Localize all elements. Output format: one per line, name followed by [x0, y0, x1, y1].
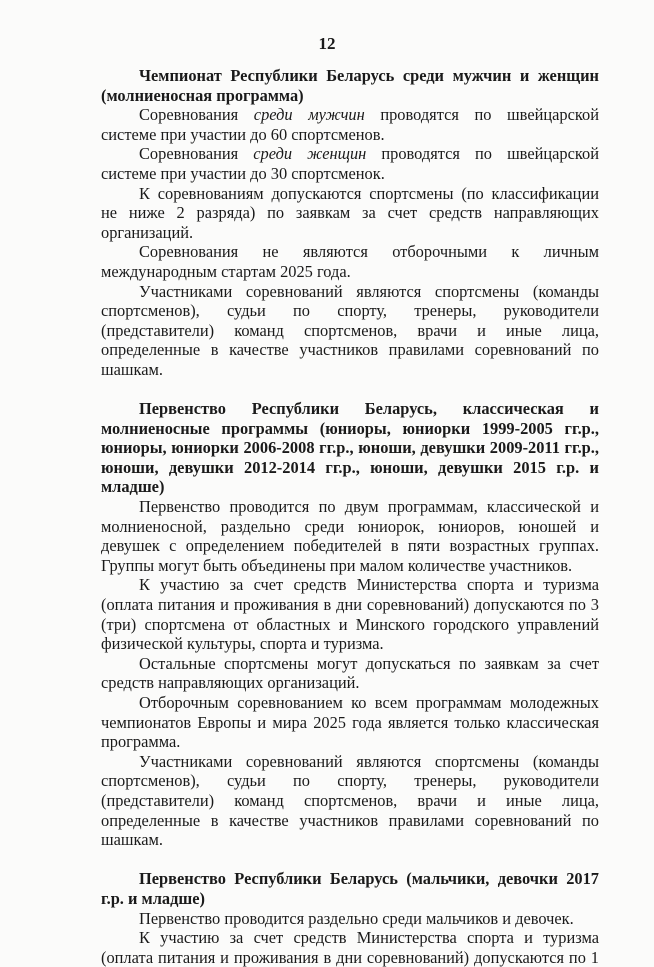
section3-paragraph-1: Первенство проводится раздельно среди мальчиков и девочек. — [139, 908, 574, 928]
section3-heading: Первенство Республики Беларусь (мальчики, девочки 2017 г.р. и младше) — [101, 869, 599, 908]
document-body — [101, 66, 599, 967]
section1-heading — [101, 66, 599, 105]
section1-paragraph-5: Участниками соревнований являются спортсмены (команды спортсменов), судьи по спорту, тренеры, руководители (представители) команд спортсменов, врачи и иные лица, определенные в качестве участников правилами соревнований по шашкам. — [101, 281, 599, 379]
section2-paragraph-1: Первенство проводится по двум программам, классической и молниеносной, раздельно среди юниорок, юниоров, юношей и девушек с определением победителей в пяти возрастных группах. Группы могут быть объединены при малом количестве участников. — [101, 497, 599, 575]
section3-paragraph-2 — [101, 928, 599, 967]
section2-paragraph-2: К участию за счет средств Министерства спорта и туризма (оплата питания и проживания в дни соревнований) допускаются по 3 (три) спортсмена от областных и Минского городского управлений физической культуры, спорта и туризма. — [101, 575, 599, 654]
section2-paragraph-4: Отборочным соревнованием ко всем программам молодежных чемпионатов Европы и мира 2025 года является только классическая программа. — [101, 693, 599, 752]
section1-heading-line1: Чемпионат Республики Беларусь среди мужчин и женщин — [139, 66, 599, 85]
men-emphasis: среди мужчин — [253, 105, 365, 125]
page-number: 12 — [318, 34, 336, 53]
section2-heading: Первенство Республики Беларусь, классическая и молниеносные программы (юниоры, юниорки 1999-2005 гг.р., юниоры, юниорки 2006-2008 гг.р., юноши, девушки 2009-2011 гг.р., юноши, девушки 2012-2014 гг.р., юноши, девушки 2015 г.р. и младше) — [101, 399, 599, 497]
section1-paragraph-1: Соревнования среди мужчин проводятся по швейцарской системе при участии до 60 спортсменов. — [101, 105, 599, 144]
section3-paragraph-2-line2: (оплата питания и проживания в дни соревнований) допускаются по 1 — [101, 947, 599, 967]
section1-paragraph-2: Соревнования среди женщин проводятся по швейцарской системе при участии до 30 спортсменок. — [101, 144, 599, 183]
section1-paragraph-4: Соревнования не являются отборочными к личным международным стартам 2025 года. — [101, 242, 599, 281]
section2-paragraph-5: Участниками соревнований являются спортсмены (команды спортсменов), судьи по спорту, тренеры, руководители (представители) команд спортсменов, врачи и иные лица, определенные в качестве участников правилами соревнований по шашкам. — [101, 751, 599, 850]
section1-heading-line2: (молниеносная программа) — [101, 85, 304, 105]
women-emphasis: среди женщин — [253, 144, 367, 164]
section3-paragraph-2-line1: К участию за счет средств Министерства спорта и туризма — [139, 928, 599, 948]
section2-paragraph-3: Остальные спортсмены могут допускаться по заявкам за счет средств направляющих организаций. — [101, 653, 599, 693]
section1-paragraph-3: К соревнованиям допускаются спортсмены (по классификации не ниже 2 разряда) по заявкам за счет средств направляющих организаций. — [101, 183, 599, 242]
